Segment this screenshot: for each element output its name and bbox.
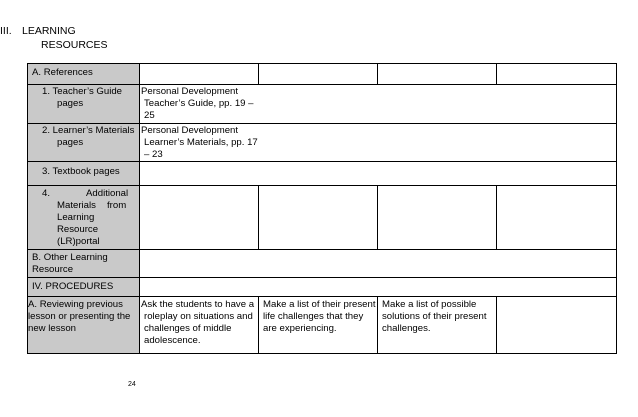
learners-materials-value-line: Learner’s Materials, pp. 17 xyxy=(144,137,258,148)
references-label-cell xyxy=(27,63,140,85)
teachers-guide-label-cell xyxy=(27,84,140,124)
textbook-label: 3. Textbook pages xyxy=(42,166,120,177)
section-numeral: III. xyxy=(0,25,12,37)
additional-day1-cell xyxy=(139,185,259,250)
additional-day4-cell xyxy=(496,185,617,250)
teachers-guide-value-line: Teacher’s Guide, pp. 19 – xyxy=(144,98,254,109)
procedures-value-cell xyxy=(139,277,617,297)
textbook-label-cell xyxy=(27,161,140,186)
additional-label-line: Materials xyxy=(57,200,96,211)
reviewing-day1-line: Ask the students to have a xyxy=(141,299,255,310)
section-title-line1: LEARNING xyxy=(22,25,76,37)
reviewing-label-line: lesson or presenting the xyxy=(28,311,131,322)
procedures-label-cell xyxy=(27,277,140,297)
reviewing-day2-line: life challenges that they xyxy=(263,311,364,322)
reviewing-day1-line: challenges of middle xyxy=(144,323,232,334)
reviewing-day2-line: are experiencing. xyxy=(263,323,337,334)
teachers-guide-value-line: 25 xyxy=(144,110,155,121)
reviewing-label-line: A. Reviewing previous xyxy=(28,299,123,310)
reviewing-day1-line: roleplay on situations and xyxy=(144,311,253,322)
reviewing-label-cell xyxy=(27,296,140,354)
section-title-line2: RESOURCES xyxy=(41,39,108,51)
reviewing-day3-cell xyxy=(377,296,497,354)
additional-day3-cell xyxy=(377,185,497,250)
references-day1-cell xyxy=(139,63,259,85)
learners-materials-value-cell xyxy=(139,123,617,162)
learners-materials-label-line: pages xyxy=(57,137,84,148)
teachers-guide-label-line: pages xyxy=(57,98,84,109)
procedures-label: IV. PROCEDURES xyxy=(32,281,114,292)
other-resource-label-line: B. Other Learning xyxy=(32,252,108,263)
references-day2-cell xyxy=(258,63,378,85)
additional-label-line: (LR)portal xyxy=(57,236,100,247)
other-resource-value-cell xyxy=(139,249,617,278)
reviewing-day3-line: Make a list of possible xyxy=(382,299,477,310)
references-label: A. References xyxy=(32,67,93,78)
reviewing-day3-line: solutions of their present xyxy=(382,311,487,322)
other-resource-label-line: Resource xyxy=(32,264,74,275)
other-resource-label-cell xyxy=(27,249,140,278)
page-number: 24 xyxy=(128,381,136,388)
textbook-value-cell xyxy=(139,161,617,186)
additional-label-line: from xyxy=(107,200,127,211)
reviewing-day4-cell xyxy=(496,296,617,354)
teachers-guide-value-line: Personal Development xyxy=(141,86,239,97)
reviewing-day2-cell xyxy=(258,296,378,354)
learners-materials-value-line: Personal Development xyxy=(141,125,239,136)
references-day4-cell xyxy=(496,63,617,85)
additional-label-line: Additional xyxy=(86,188,129,199)
additional-label-line: Resource xyxy=(57,224,99,235)
teachers-guide-label-line: 1. Teacher’s Guide xyxy=(42,86,123,97)
additional-day2-cell xyxy=(258,185,378,250)
additional-label-line: Learning xyxy=(57,212,95,223)
reviewing-day1-line: adolescence. xyxy=(144,335,201,346)
learners-materials-label-cell xyxy=(27,123,140,162)
reviewing-day3-line: challenges. xyxy=(382,323,431,334)
reviewing-label-line: new lesson xyxy=(28,323,76,334)
teachers-guide-value-cell xyxy=(139,84,617,124)
additional-label-line: 4. xyxy=(42,188,51,199)
reviewing-day2-line: Make a list of their present xyxy=(263,299,376,310)
learners-materials-label-line: 2. Learner’s Materials xyxy=(42,125,135,136)
reviewing-day1-cell xyxy=(139,296,259,354)
additional-label-cell xyxy=(27,185,140,250)
references-day3-cell xyxy=(377,63,497,85)
learners-materials-value-line: – 23 xyxy=(144,149,163,160)
